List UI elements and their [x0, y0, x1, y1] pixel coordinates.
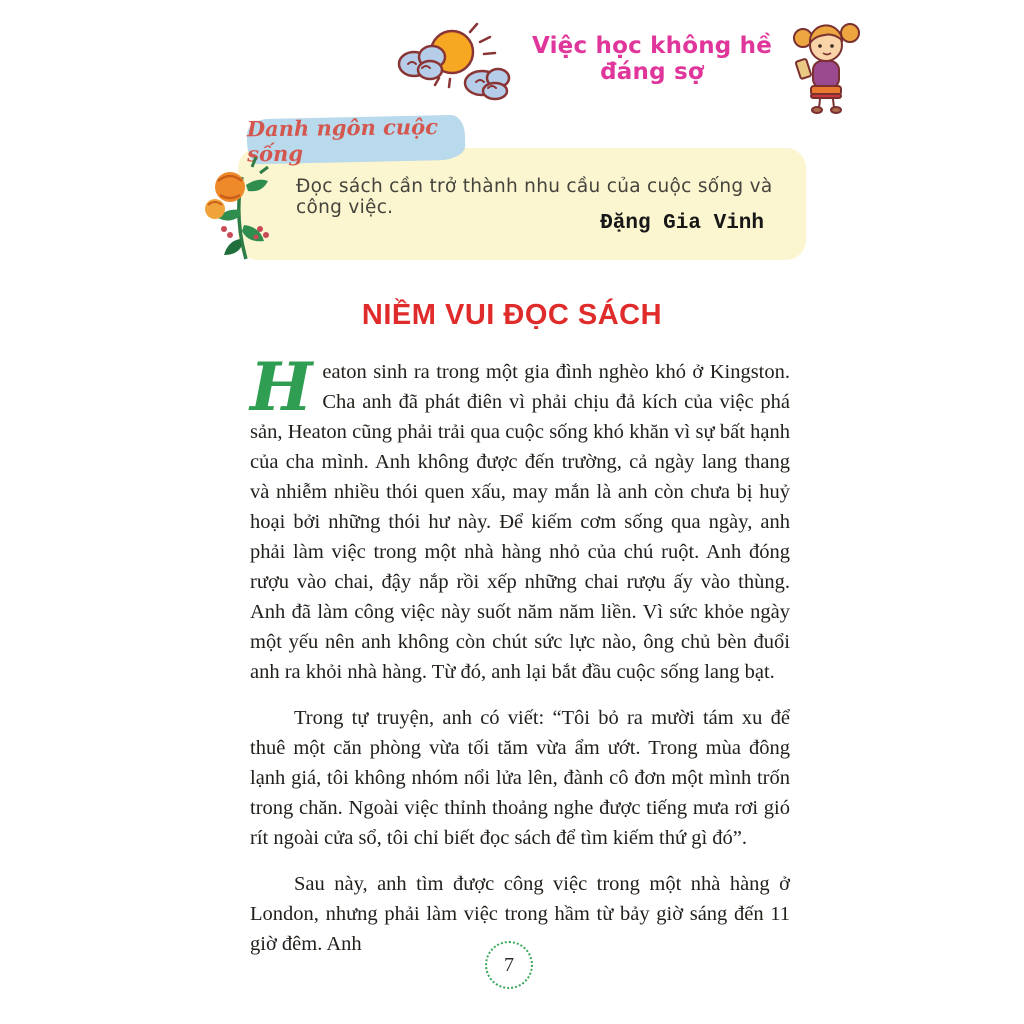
drop-cap: H [250, 348, 313, 426]
quote-author: Đặng Gia Vinh [600, 212, 764, 235]
flower-icon [200, 155, 278, 267]
article-heading: NIỀM VUI ĐỌC SÁCH [361, 299, 663, 331]
paragraph-1-text: eaton sinh ra trong một gia đình nghèo khó ở Kingston. Cha anh đã phát điên vì phải chịu đả kích của việc phá sản, Heaton cũng phải trải qua cuộc sống khó khăn vì sự bất hạnh của cha mình. Anh không được đến trường, cả ngày lang thang và nhiễm nhiều thói quen xấu, may mắn là anh còn chưa bị huỷ hoại bởi những thói hư này. Để kiếm cơm sống qua ngày, anh phải làm việc trong một nhà hàng nhỏ của chú ruột. Anh đóng rượu vào chai, đậy nắp rồi xếp những chai rượu ấy vào thùng. Anh đã làm công việc này suốt năm năm liền. Vì sức khỏe ngày một yếu nên anh không còn chút sức lực nào, ông chủ bèn đuổi anh ra khỏi nhà hàng. Từ đó, anh lại bắt đầu cuộc sống lang bạt. [250, 361, 790, 683]
page-number: 7 [504, 953, 514, 976]
quote-ribbon-label: Danh ngôn cuộc sống [246, 113, 439, 166]
chapter-title: Việc học không hề đáng sợ [531, 33, 773, 85]
quote-text: Đọc sách cần trở thành nhu cầu của cuộc sống và công việc. [296, 176, 773, 218]
page-number-badge [485, 941, 533, 989]
sun-clouds-icon [392, 20, 518, 112]
girl-with-book-icon [786, 16, 868, 116]
article-body [250, 348, 790, 975]
paragraph-2: Trong tự truyện, anh có viết: “Tôi bỏ ra mười tám xu để thuê một căn phòng vừa tối tăm vừa ẩm ướt. Trong mùa đông lạnh giá, tôi không nhóm nổi lửa lên, đành cô đơn một mình trốn trong chăn. Ngoài việc thỉnh thoảng nghe được tiếng mưa rơi gió rít ngoài cửa sổ, tôi chỉ biết đọc sách để tìm kiếm thứ gì đó”. [250, 707, 790, 849]
paragraph-1 [250, 348, 790, 687]
paragraph-3: Sau này, anh tìm được công việc trong một nhà hàng ở London, nhưng phải làm việc trong hầm từ bảy giờ sáng đến 11 giờ đêm. Anh [250, 873, 790, 955]
page-header [392, 16, 868, 116]
quote-ribbon [247, 115, 466, 165]
